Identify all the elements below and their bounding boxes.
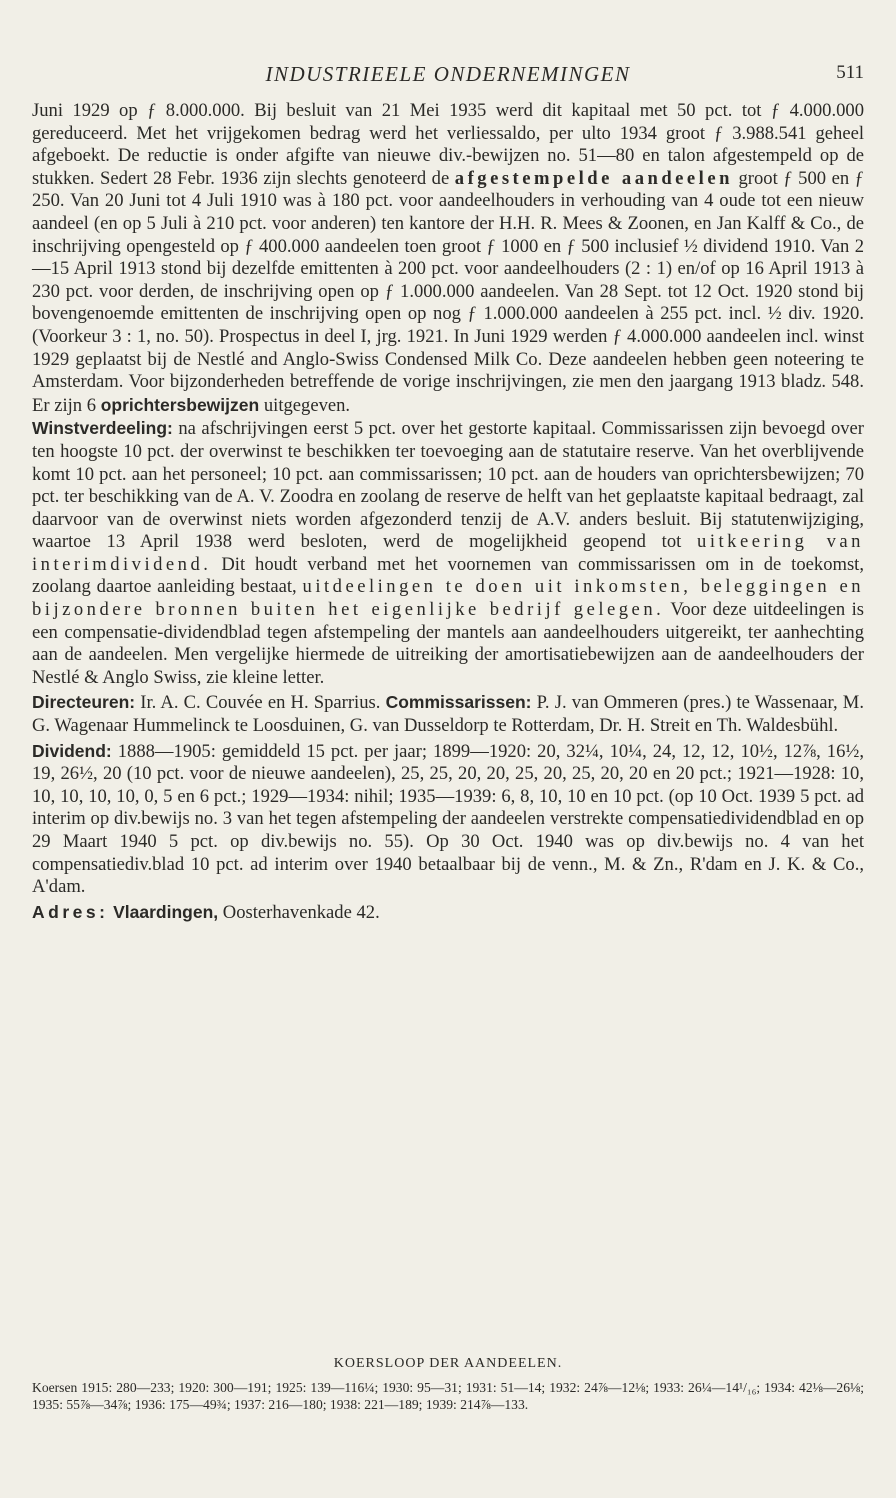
intro-text-c: uitgegeven. <box>263 394 351 416</box>
adres-paragraph <box>32 901 864 925</box>
directie-paragraph <box>32 691 864 737</box>
adres-label: Adres: <box>32 901 109 922</box>
winst-text-b: Dit houdt verband met het voornemen van commissarissen om in de toekomst, zoolang daartoe aanleiding bestaat, <box>32 553 864 598</box>
article-body <box>32 100 864 924</box>
winst-spaced-2: uitdeelingen te doen uit inkomsten, beleggingen en bijzondere bronnen buiten het eigenlijke bedrijf gelegen. <box>32 576 864 621</box>
winstverdeeling-label: Winstverdeeling: <box>32 418 173 439</box>
dividend-label: Dividend: <box>32 740 112 761</box>
koersloop-title: KOERSLOOP DER AANDEELEN. <box>333 1356 563 1371</box>
page-number: 511 <box>836 62 864 83</box>
adres-street: Oosterhavenkade 42. <box>222 901 380 923</box>
winst-text-a: na afschrijvingen eerst 5 pct. over het gestorte kapitaal. Commissarissen zijn bevoegd over ten hoogste 10 pct. der overwinst te beschikken ter toevoeging aan de statutaire reserve. Van het overblijvende komt 10 pct. aan het personeel; 10 pct. aan commissarissen; 10 pct. aan de houders van oprichtersbewijzen; 70 pct. ter beschikking van de A. V. Zoodra en zoolang de reserve de helft van het geplaatste kapitaal bedraagt, zal daarvoor van de overwinst niets worden afgezonderd tenzij de A.V. anders besluit. Bij statutenwijziging, waartoe 13 April 1938 werd besloten, werd de mogelijkheid geopend tot <box>32 418 864 553</box>
commissarissen-label: Commissarissen: <box>385 692 532 713</box>
commissarissen-text: P. J. van Ommeren (pres.) te Wassenaar, M. G. Wagenaar Hummelinck te Loosduinen, G. van Dusseldorp te Rotterdam, Dr. H. Streit en Th. Waldesbühl. <box>32 692 864 737</box>
page-header <box>32 62 864 90</box>
dividend-text: 1888—1905: gemiddeld 15 pct. per jaar; 1899—1920: 20, 32¼, 10¼, 24, 12, 12, 10½, 12⅞, 16½, 19, 26½, 20 (10 pct. voor de nieuwe aandeelen), 25, 25, 20, 20, 25, 20, 25, 20, 20 en 20 pct.; 1921—1928: 10, 10, 10, 10, 10, 0, 5 en 6 pct.; 1929—1934: nihil; 1935—1939: 6, 8, 10, 10 en 10 pct. (op 10 Oct. 1939 5 pct. ad interim op div.bewijs no. 3 van het tegen afstempeling der aandeelen verstrekte compensatiedividendblad en op 29 Maart 1940 5 pct. op div.bewijs no. 55). Op 30 Oct. 1940 was op div.bewijs no. 4 van het compensatiediv.blad 10 pct. ad interim over 1940 betaalbaar bij de venn., M. & Zn., R'dam en J. K. & Co., A'dam. <box>32 740 864 898</box>
intro-spaced-term: afgestempelde aandeelen <box>454 167 733 189</box>
running-title: INDUSTRIEELE ONDERNEMINGEN <box>265 62 631 86</box>
winst-text-c: Voor deze uitdeelingen is een compensatie-dividendblad tegen afstempeling der mantels aan aandeelhouders uitgereikt, ter aanhechting aan de aandeelen. Men vergelijke hiermede de uitreiking der amortisatiebewijzen aan de aandeelhouders der Nestlé & Anglo Swiss, zie kleine letter. <box>32 599 865 688</box>
intro-paragraph <box>32 100 864 417</box>
intro-text-a: Juni 1929 op ƒ 8.000.000. Bij besluit van 21 Mei 1935 werd dit kapitaal met 50 pct. tot ƒ 4.000.000 gereduceerd. Met het vrijgekomen bedrag werd het verliessaldo, per ulto 1934 groot ƒ 3.988.541 geheel afgeboekt. De reductie is onder afgifte van nieuwe div.-bewijzen no. 51—80 en talon afgestempeld op de stukken. Sedert 28 Febr. 1936 zijn slechts genoteerd de <box>32 100 864 189</box>
intro-text-b: groot ƒ 500 en ƒ 250. Van 20 Juni tot 4 Juli 1910 was à 180 pct. voor aandeelhouders in verhouding van 4 oude tot een nieuw aandeel (en op 5 Juli à 210 pct. voor anderen) ten kantore der H.H. R. Mees & Zoonen, en Jan Kalff & Co., de inschrijving opengesteld op ƒ 400.000 aandeelen toen groot ƒ 1000 en ƒ 500 inclusief ½ dividend 1910. Van 2—15 April 1913 stond bij dezelfde emittenten à 200 pct. voor aandeelhouders (2 : 1) en/of op 16 April 1913 à 230 pct. voor derden, de inschrijving open op ƒ 1.000.000 aandeelen. Van 28 Sept. tot 12 Oct. 1920 stond bij bovengenoemde emittenten de inschrijving open op nog ƒ 1.000.000 aandeelen à 255 pct. incl. ½ div. 1920. (Voorkeur 3 : 1, no. 50). Prospectus in deel I, jrg. 1921. In Juni 1929 werden ƒ 4.000.000 aandeelen incl. winst 1929 geplaatst bij de Nestlé and Anglo-Swiss Condensed Milk Co. Deze aandeelen hebben geen noteering te Amsterdam. Voor bijzonderheden betreffende de vorige inschrijvingen, zie men den jaargang 1913 bladz. 548. Er zijn 6 <box>32 167 864 416</box>
dividend-paragraph <box>32 740 864 899</box>
intro-bold-term: oprichtersbewijzen <box>100 394 260 415</box>
adres-city: Vlaardingen, <box>113 901 219 922</box>
directeuren-text: Ir. A. C. Couvée en H. Sparrius. <box>140 692 381 714</box>
winstverdeeling-paragraph <box>32 417 864 689</box>
winst-spaced-1: uitkeering van interimdividend. <box>32 531 864 575</box>
directeuren-label: Directeuren: <box>32 692 136 713</box>
koersloop-text: Koersen 1915: 280—233; 1920: 300—191; 1925: 139—116¼; 1930: 95—31; 1931: 51—14; 1932: 24⅞—12⅛; 1933: 26¼—14¹/₁₆; 1934: 42⅛—26⅛; 1935: 55⅞—34⅞; 1936: 175—49¾; 1937: 216—180; 1938: 221—189; 1939: 214⅞—133. <box>32 1380 864 1412</box>
